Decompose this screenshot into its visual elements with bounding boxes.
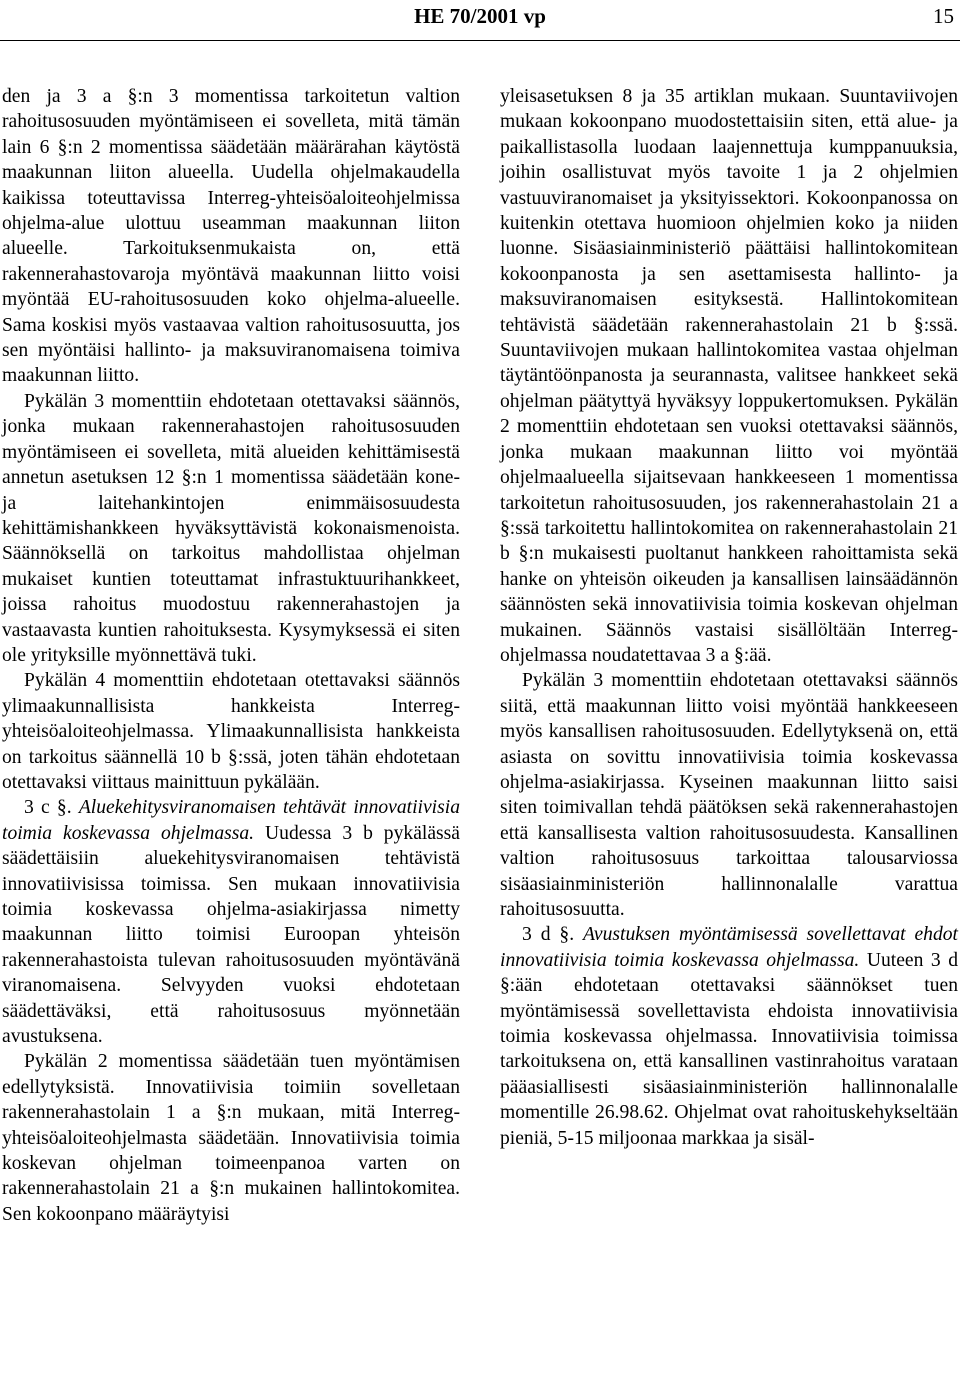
left-column <box>2 84 460 1227</box>
paragraph: Pykälän 4 momenttiin ehdotetaan otettavaksi säännös ylimaakunnallisista hankkeista Interreg-yhteisöaloiteohjelmassa. Ylimaakunnallisista hankkeista on tarkoitus säännellä 10 b §:ssä, joten tähän ehdotetaan otettavaksi viittaus mainittuun pykälään. <box>2 670 460 793</box>
header-rule <box>0 40 960 41</box>
document-id: HE 70/2001 vp <box>414 4 546 28</box>
paragraph: Pykälän 3 momenttiin ehdotetaan otettavaksi säännös, jonka mukaan rakennerahastojen rahoitusosuuden myöntämiseen ei sovelleta, mitä alueiden kehittämisestä annetun asetuksen 12 §:n 1 momentissa säädetään kone- ja laitehankintojen enimmäisosuudesta kehittämishankkeen hyväksyttävistä kokonaismenoista. Säännöksellä on tarkoitus mahdollistaa ohjelman mukaiset kuntien toteuttamat infrastuktuurihankkeet, joissa rahoitus muodostuu rakennerahastojen ja vastaavasta kuntien rahoituksesta. Kysymyksessä ei siten ole yrityksille myönnettävä tuki. <box>2 390 460 666</box>
section-title: Aluekehitysviranomaisen tehtävät innovatiivisia toimia koskevassa ohjelmassa. <box>2 797 460 844</box>
paragraph: Pykälän 3 momenttiin ehdotetaan otettavaksi säännös siitä, että maakunnan liitto voisi myöntää hankkeeseen myös kansallisen rahoitusosuuden. Edellytyksenä on, että asiasta on sovittu innovatiivisia toimia koskevassa ohjelma-asiakirjassa. Kyseinen maakunnan liitto saisi siten toimivallan tehdä päätöksen sekä rakennerahastojen että kansallisesta valtion rahoitusosuudesta. Kansallinen valtion rahoitusosuus tarkoittaa talousarviossa sisäasiainministeriön hallinnonalalle varattua rahoitusosuutta. <box>500 670 958 920</box>
paragraph: den ja 3 a §:n 3 momentissa tarkoitetun valtion rahoitusosuuden myöntämiseen ei sovelleta, mitä tämän lain 6 §:n 2 momentissa säädetään määrärahan käytöstä maakunnan liiton alueella. Uudella ohjelmakaudella kaikissa toteuttavissa Interreg-yhteisöaloiteohjelmissa ohjelma-alue ulottuu useamman maakunnan liiton alueelle. Tarkoituksenmukaista on, että rakennerahastovaroja myöntävä maakunnan liitto voisi myöntää EU-rahoitusosuuden koko ohjelma-alueelle. Sama koskisi myös vastaavaa valtion rahoitusosuutta, jos sen myöntäisi hallinto- ja maksuviranomaisena toimiva maakunnan liitto. <box>2 86 460 387</box>
page-header <box>0 4 960 32</box>
section-body: Uudessa 3 b pykälässä säädettäisiin aluekehitysviranomaisen tehtävistä innovatiivisissa toimissa. Sen mukaan innovatiivisia toimia koskevassa ohjelma-asiakirjassa nimetty maakunnan liitto toimisi Euroopan yhteisön rakennerahastoista tulevan rahoitusosuuden myöntävänä viranomaisena. Selvyyden vuoksi ehdotetaan säädettäväksi, että rahoitusosuus myönnetään avustuksena. <box>2 822 460 1048</box>
page-number: 15 <box>933 4 954 28</box>
right-column <box>500 84 958 1151</box>
section-paragraph <box>2 795 460 1049</box>
section-title: Avustuksen myöntämisessä sovellettavat ehdot innovatiivisia toimia koskevassa ohjelmassa. <box>500 924 958 971</box>
paragraph: yleisasetuksen 8 ja 35 artiklan mukaan. Suuntaviivojen mukaan kokoonpano muodostettaisiin siten, että alue- ja paikallistasolla luodaan laajennettuja kumppanuuksia, joihin osallistuvat myös tavoite 1 ja 2 ohjelmien vastuuviranomaiset ja yksityissektori. Kokoonpanossa on kuitenkin otettava huomioon ohjelmien koko ja niiden luonne. Sisäasiainministeriö päättäisi hallintokomitean kokoonpanosta ja sen asettamisesta hallinto- ja maksuviranomaisen esityksestä. Hallintokomitean tehtävistä säädetään rakennerahastolain 21 b §:ssä. Suuntaviivojen mukaan hallintokomitea vastaa ohjelman täytäntöönpanosta ja seurannasta, valitsee hankkeet sekä ohjelman päätyttyä hyväksyy loppukertomuksen. Pykälän 2 momenttiin ehdotetaan sen vuoksi otettavaksi säännös, jonka mukaan maakunnan liitto voi myöntää ohjelmaalueella sijaitsevaan hankkeeseen 1 momentissa tarkoitetun rahoitusosuuden, jos rakennerahastolain 21 a §:ssä tarkoitettu hallintokomitea on rakennerahastolain 21 b §:n mukaisesti puoltanut hankkeen rahoittamista sekä hanke on yhteisön oikeuden ja kansallisen lainsäädännön säännösten sekä innovatiivisia toimia koskevan ohjelman mukainen. Säännös vastaisi sisällöltään Interreg-ohjelmassa noudatettavaa 3 a §:ää. <box>500 86 958 666</box>
paragraph: Pykälän 2 momentissa säädetään tuen myöntämisen edellytyksistä. Innovatiivisia toimiin sovelletaan rakennerahastolain 1 a §:n mukaan, mitä Interreg-yhteisöaloiteohjelmasta säädetään. Innovatiivisia toimia koskevan ohjelman toimeenpanoa varten on rakennerahastolain 21 a §:n mukainen hallintokomitea. Sen kokoonpano määräytyisi <box>2 1051 460 1225</box>
section-number: 3 d §. <box>522 924 575 946</box>
section-number: 3 c §. <box>24 797 72 819</box>
section-paragraph <box>500 922 958 1151</box>
section-body: Uuteen 3 d §:ään ehdotetaan otettavaksi säännökset tuen myöntämisessä sovellettavista ehdoista innovatiivisia toimia koskevassa ohjelmassa. Innovatiivisia toimissa tarkoituksena on, että kansallinen vastinrahoitus varataan pääasiallisesti sisäasiainministeriön hallinnonalalle momentille 26.98.62. Ohjelmat ovat rahoituskehykseltään pieniä, 5-15 miljoonaa markkaa ja sisäl- <box>500 949 958 1149</box>
